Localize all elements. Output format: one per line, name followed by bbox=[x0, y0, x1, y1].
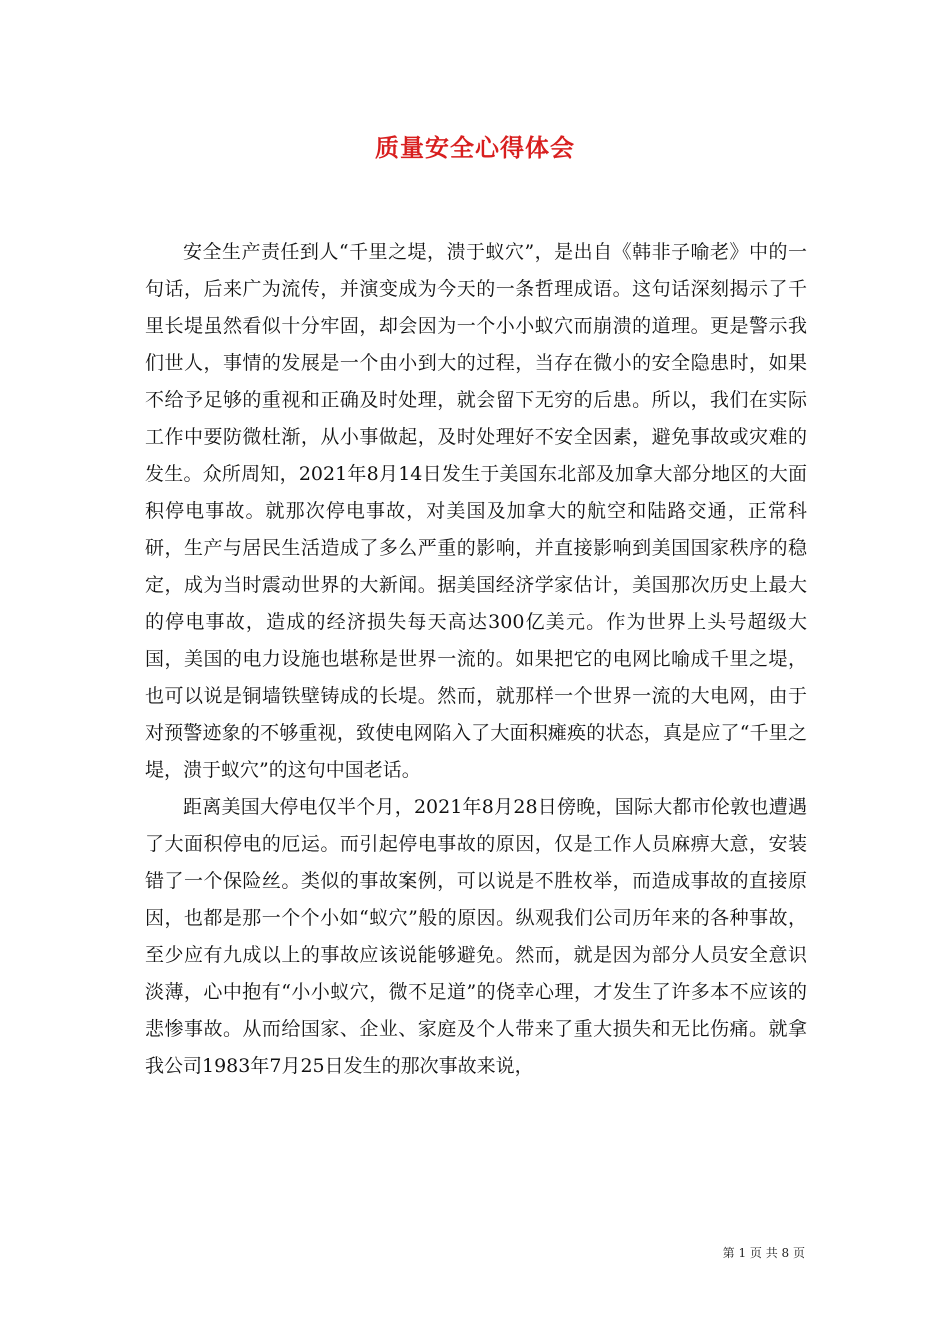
page-number-footer: 第 1 页 共 8 页 bbox=[722, 1246, 805, 1260]
paragraph-2: 距离美国大停电仅半个月，2021年8月28日傍晚，国际大都市伦敦也遭遇了大面积停电的厄运。而引起停电事故的原因，仅是工作人员麻痹大意，安装错了一个保险丝。类似的事故案例，可以说是不胜枚举，而造成事故的直接原因，也都是那一个个小如“蚁穴”般的原因。纵观我们公司历年来的各种事故，至少应有九成以上的事故应该说能够避免。然而，就是因为部分人员安全意识淡薄，心中抱有“小小蚁穴，微不足道”的侥幸心理，才发生了许多本不应该的悲惨事故。从而给国家、企业、家庭及个人带来了重大损失和无比伤痛。就拿我公司1983年7月25日发生的那次事故来说， bbox=[145, 796, 807, 1077]
document-title: 质量安全心得体会 bbox=[375, 133, 575, 162]
paragraph-1: 安全生产责任到人“千里之堤，溃于蚁穴”，是出自《韩非子喻老》中的一句话，后来广为流传，并演变成为今天的一条哲理成语。这句话深刻揭示了千里长堤虽然看似十分牢固，却会因为一个小小蚁穴而崩溃的道理。更是警示我们世人，事情的发展是一个由小到大的过程，当存在微小的安全隐患时，如果不给予足够的重视和正确及时处理，就会留下无穷的后患。所以，我们在实际工作中要防微杜渐，从小事做起，及时处理好不安全因素，避免事故或灾难的发生。众所周知，2021年8月14日发生于美国东北部及加拿大部分地区的大面积停电事故。就那次停电事故，对美国及加拿大的航空和陆路交通，正常科研，生产与居民生活造成了多么严重的影响，并直接影响到美国国家秩序的稳定，成为当时震动世界的大新闻。据美国经济学家估计，美国那次历史上最大的停电事故，造成的经济损失每天高达300亿美元。作为世界上头号超级大国，美国的电力设施也堪称是世界一流的。如果把它的电网比喻成千里之堤，也可以说是铜墙铁壁铸成的长堤。然而，就那样一个世界一流的大电网，由于对预警迹象的不够重视，致使电网陷入了大面积瘫痪的状态，真是应了“千里之堤，溃于蚁穴”的这句中国老话。 bbox=[145, 241, 807, 781]
document-body bbox=[145, 234, 807, 1085]
